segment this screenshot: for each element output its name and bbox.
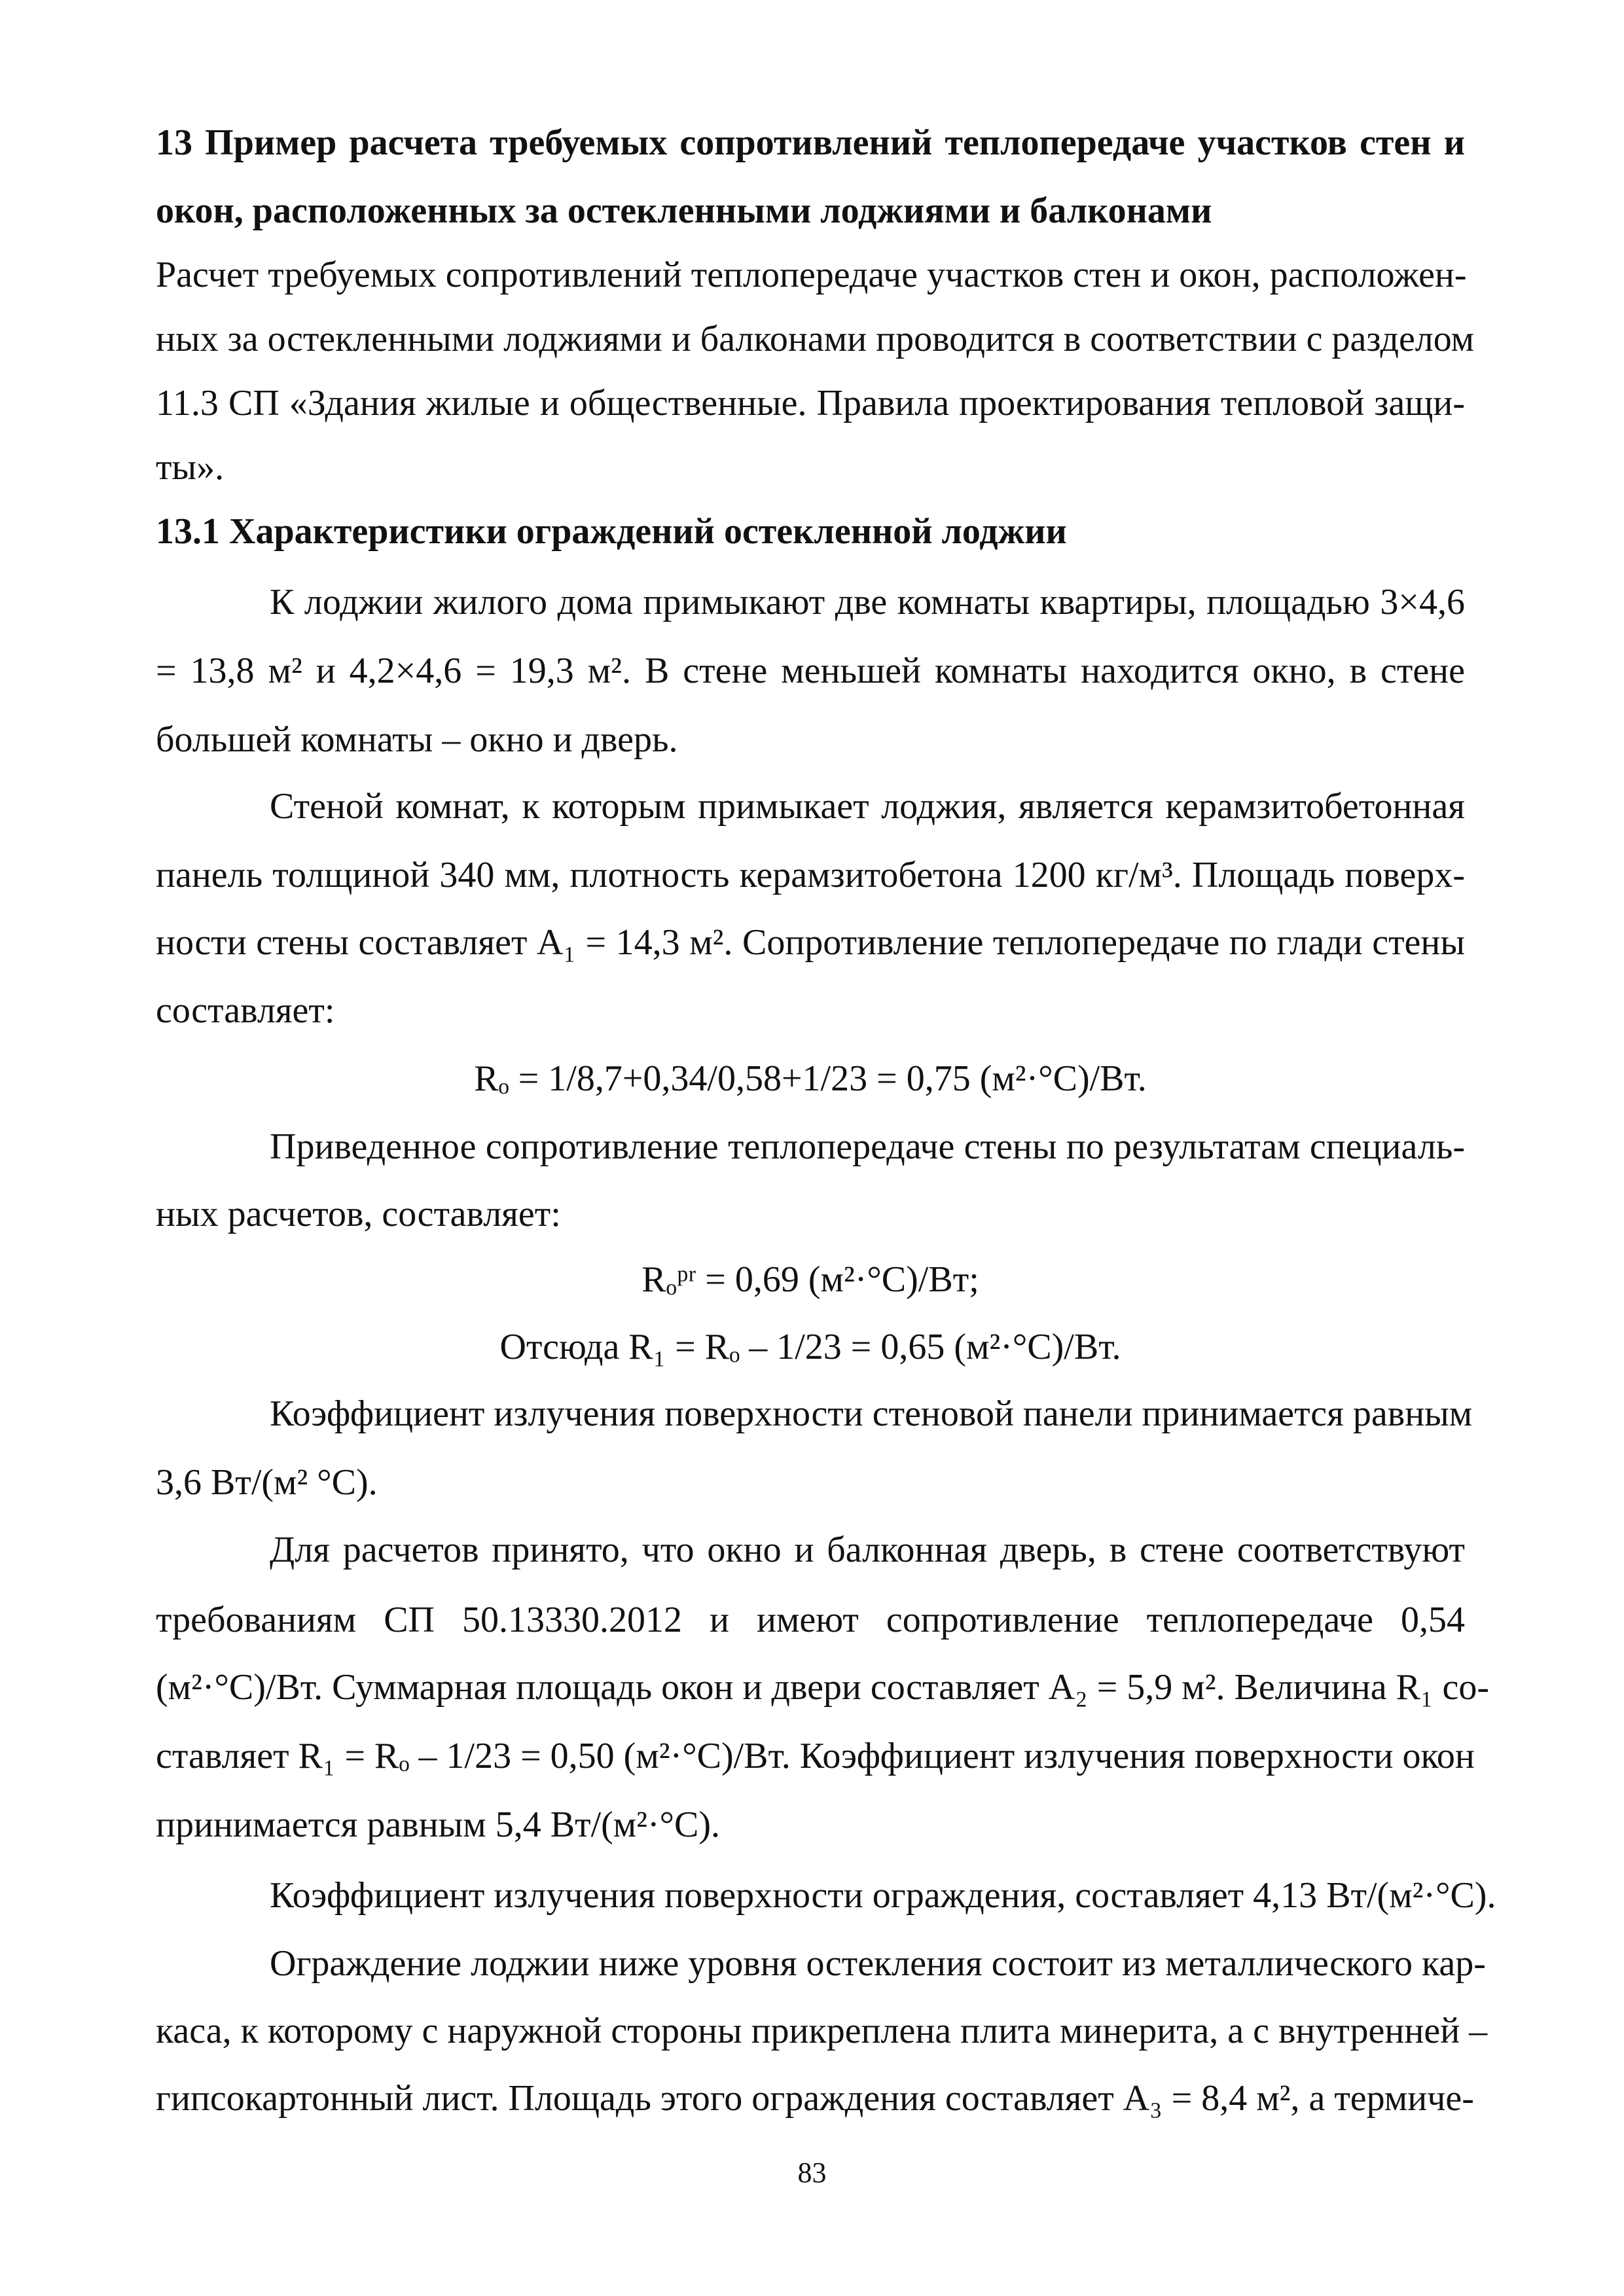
para5-line-1: Для расчетов принято, что окно и балконная дверь, в стене соответствуют	[270, 1530, 1465, 1570]
intro-line-2: ных за остекленными лоджиями и балконами проводится в соответствии с разделом	[156, 319, 1475, 359]
para2-line-1: Стеной комнат, к которым примыкает лоджия, является керамзитобетонная	[270, 786, 1465, 827]
intro-line-1: Расчет требуемых сопротивлений теплопередаче участков стен и окон, расположен-	[156, 255, 1467, 295]
para4-line-1: Коэффициент излучения поверхности стеновой панели принимается равным	[270, 1393, 1473, 1434]
intro-line-4: ты».	[156, 447, 225, 488]
formula-r1: Отсюда R₁ = Rₒ – 1/23 = 0,65 (м²·°С)/Вт.	[499, 1327, 1121, 1367]
para3-line-2: ных расчетов, составляет:	[156, 1194, 561, 1234]
para6-line-1: Коэффициент излучения поверхности ограждения, составляет 4,13 Вт/(м²·°С).	[270, 1875, 1496, 1916]
section-heading-line-1: 13 Пример расчета требуемых сопротивлений теплопередаче участков стен и	[156, 122, 1465, 163]
para7-line-2: каса, к которому с наружной стороны прикреплена плита минерита, а с внутренней –	[156, 2011, 1488, 2051]
para1-line-2: = 13,8 м² и 4,2×4,6 = 19,3 м². В стене меньшей комнаты находится окно, в стене	[156, 651, 1465, 691]
para2-line-3: ности стены составляет А₁ = 14,3 м². Сопротивление теплопередаче по глади стены	[156, 922, 1465, 963]
para5-line-2: требованиям СП 50.13330.2012 и имеют сопротивление теплопередаче 0,54	[156, 1600, 1465, 1640]
para4-line-2: 3,6 Вт/(м² °С).	[156, 1462, 378, 1503]
para7-line-3: гипсокартонный лист. Площадь этого ограждения составляет A₃ = 8,4 м², а термиче-	[156, 2078, 1474, 2119]
para5-line-4: ставляет R₁ = Rₒ – 1/23 = 0,50 (м²·°С)/Вт. Коэффициент излучения поверхности окон	[156, 1736, 1475, 1776]
page-number: 83	[797, 2157, 827, 2189]
para5-line-3: (м²·°С)/Вт. Суммарная площадь окон и двери составляет А₂ = 5,9 м². Величина R₁ со-	[156, 1667, 1489, 1708]
para1-line-1: К лоджии жилого дома примыкают две комнаты квартиры, площадью 3×4,6	[270, 582, 1465, 622]
formula-r0-reduced: Rₒᵖʳ = 0,69 (м²·°С)/Вт;	[641, 1259, 979, 1300]
para3-line-1: Приведенное сопротивление теплопередаче стены по результатам специаль-	[270, 1126, 1465, 1167]
subsection-heading: 13.1 Характеристики ограждений остекленной лоджии	[156, 511, 1067, 552]
para2-line-2: панель толщиной 340 мм, плотность керамзитобетона 1200 кг/м³. Площадь поверх-	[156, 855, 1465, 895]
para1-line-3: большей комнаты – окно и дверь.	[156, 719, 678, 760]
para7-line-1: Ограждение лоджии ниже уровня остекления состоит из металлического кар-	[270, 1943, 1486, 1984]
para2-line-4: составляет:	[156, 990, 335, 1031]
intro-line-3: 11.3 СП «Здания жилые и общественные. Правила проектирования тепловой защи-	[156, 383, 1465, 423]
para5-line-5: принимается равным 5,4 Вт/(м²·°С).	[156, 1804, 721, 1845]
section-heading-line-2: окон, расположенных за остекленными лоджиями и балконами	[156, 190, 1212, 231]
formula-r0: Rₒ = 1/8,7+0,34/0,58+1/23 = 0,75 (м²·°С)/Вт.	[474, 1058, 1147, 1099]
